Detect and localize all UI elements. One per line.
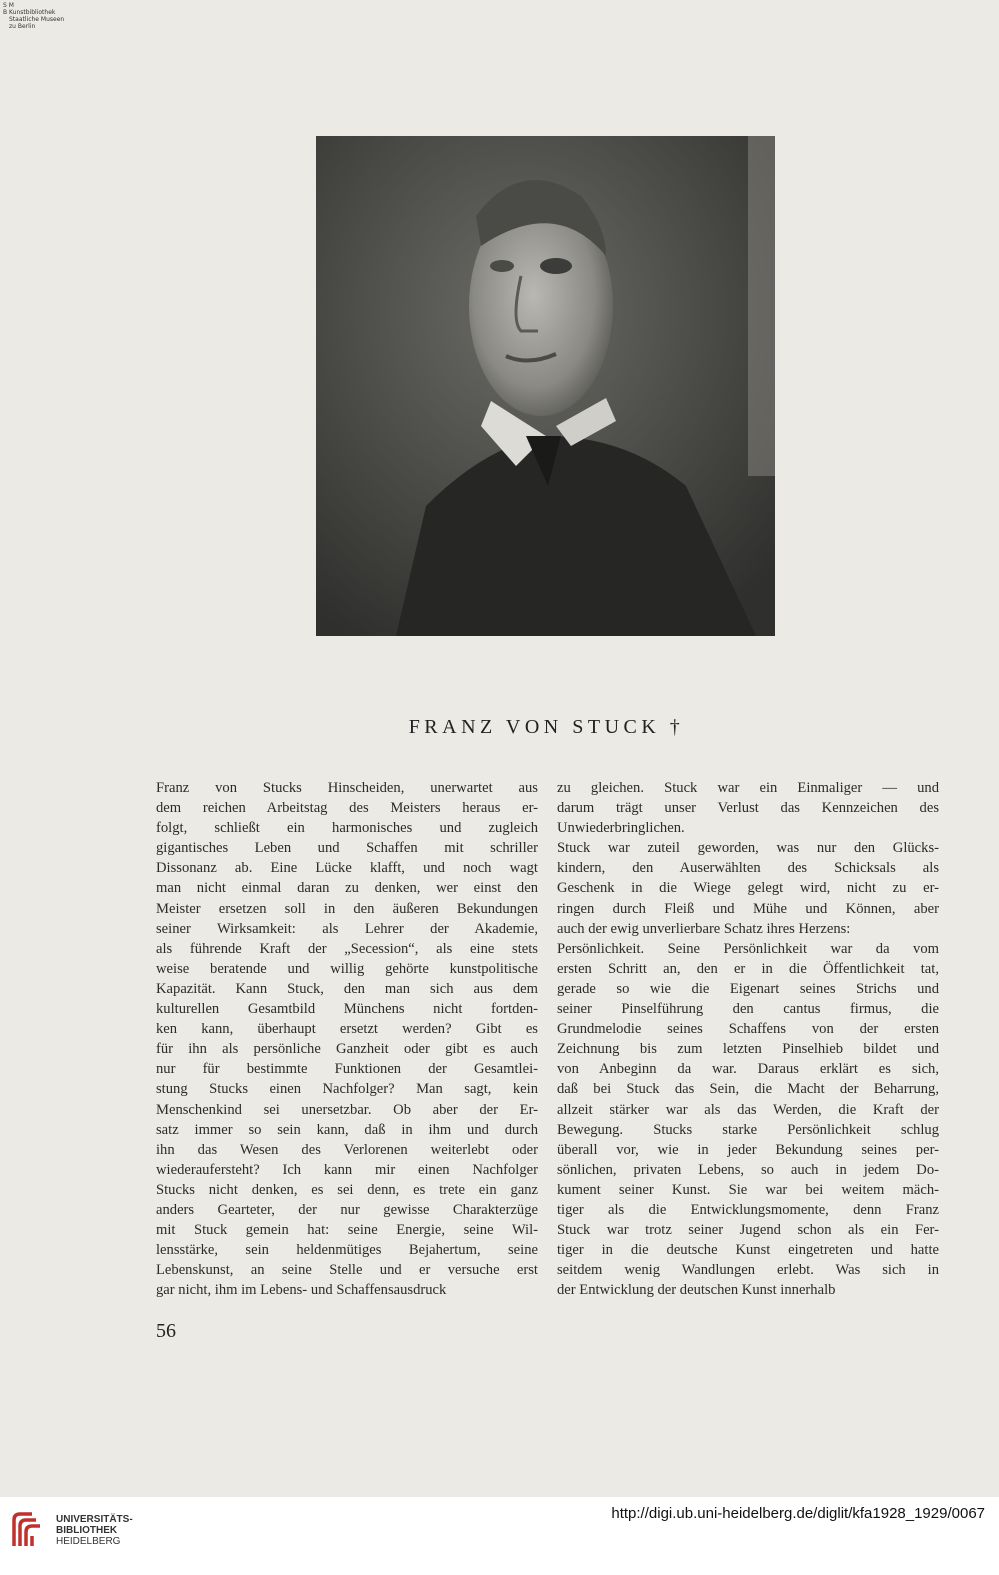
text-line: für ihn als persönliche Ganzheit oder gibt es auch xyxy=(156,1041,538,1058)
text-line: Menschenkind sei unersetzbar. Ob aber der Er- xyxy=(156,1101,538,1118)
text-line: als führende Kraft der „Secession“, als eine stets xyxy=(156,940,538,957)
logo-line: BIBLIOTHEK xyxy=(56,1525,118,1536)
text-line: lensstärke, sein heldenmütiges Bejahertum, seine xyxy=(156,1242,538,1259)
text-line: sönlichen, privaten Lebens, so auch in jedem Do- xyxy=(557,1161,939,1178)
text-line: zu gleichen. Stuck war ein Einmaliger — und xyxy=(557,780,939,796)
portrait-illustration xyxy=(316,136,775,636)
text-line: wiederaufersteht? Ich kann mir einen Nachfolger xyxy=(156,1161,538,1178)
text-line: darum trägt unser Verlust das Kennzeichen des xyxy=(557,800,939,817)
text-line: auch der ewig unverlierbare Schatz ihres Herzens: xyxy=(557,920,851,937)
text-line: Persönlichkeit. Seine Persönlichkeit war da vom xyxy=(557,940,939,957)
text-line: Stuck war trotz seiner Jugend schon als ein Fer- xyxy=(557,1222,939,1239)
university-logo-icon xyxy=(10,1506,50,1556)
text-line: allzeit stärker war als das Werden, die Kraft der xyxy=(557,1101,939,1118)
page-number: 56 xyxy=(156,1320,176,1342)
text-line: von Anbeginn da war. Daraus erklärt es sich, xyxy=(557,1061,939,1078)
stamp-line: B Kunstbibliothek xyxy=(3,9,56,16)
text-line: ersten Schritt an, den er in die Öffentlichkeit tat, xyxy=(557,960,939,977)
text-line: der Entwicklung der deutschen Kunst innerhalb xyxy=(557,1282,836,1299)
text-line: seitdem wenig Wandlungen erlebt. Was sich in xyxy=(557,1262,939,1279)
library-stamp xyxy=(3,2,83,30)
text-line: Grundmelodie seines Schaffens von der ersten xyxy=(557,1021,939,1038)
text-line: dem reichen Arbeitstag des Meisters heraus er- xyxy=(156,800,538,817)
logo-line: UNIVERSITÄTS- xyxy=(56,1514,133,1525)
text-line: Franz von Stucks Hinscheiden, unerwartet aus xyxy=(156,780,538,796)
text-line: ihn das Wesen des Verlorenen weiterlebt oder xyxy=(156,1141,538,1158)
text-line: ringen durch Fleiß und Mühe und Können, aber xyxy=(557,900,939,917)
text-line: kindern, den Auserwählten des Schicksals als xyxy=(557,860,939,877)
logo-line: HEIDELBERG xyxy=(56,1536,121,1547)
university-logo-text xyxy=(56,1514,133,1547)
text-line: Meister ersetzen soll in den äußeren Bekundungen xyxy=(156,900,538,917)
text-line: gerade so wie die Eigenart seines Strichs und xyxy=(557,980,939,997)
text-line: kulturellen Gesamtbild Münchens nicht fortden- xyxy=(156,1001,538,1018)
text-line: Unwiederbringlichen. xyxy=(557,820,685,837)
text-line: man nicht einmal daran zu denken, wer einst den xyxy=(156,880,538,897)
text-line: überall vor, wie in jeder Bekundung seines per- xyxy=(557,1141,939,1158)
text-column-right xyxy=(557,778,939,1300)
text-line: Geschenk in die Wiege gelegt wird, nicht zu er- xyxy=(557,880,939,897)
text-line: Kapazität. Kann Stuck, den man sich aus dem xyxy=(156,980,538,997)
text-line: Stuck war zuteil geworden, was nur den Glücks- xyxy=(557,840,939,857)
text-line: Lebenskunst, an seine Stelle und er versuche erst xyxy=(156,1262,538,1279)
stamp-line: zu Berlin xyxy=(9,23,36,30)
text-line: Bewegung. Stucks starke Persönlichkeit schlug xyxy=(557,1121,939,1138)
text-line: stung Stucks einen Nachfolger? Man sagt, kein xyxy=(156,1081,538,1098)
text-line: kument seiner Kunst. Sie war bei weitem mäch- xyxy=(557,1181,939,1198)
text-line: mit Stuck gemein hat: seine Energie, seine Wil- xyxy=(156,1222,538,1239)
text-line: daß bei Stuck das Sein, die Macht der Beharrung, xyxy=(557,1081,939,1098)
text-line: anders Gearteter, der nur gewisse Charakterzüge xyxy=(156,1201,538,1218)
portrait-photo xyxy=(316,136,775,636)
text-column-left xyxy=(156,778,538,1300)
text-line: tiger als die Entwicklungsmomente, denn Franz xyxy=(557,1201,939,1218)
stamp-line: Staatliche Museen xyxy=(9,16,65,23)
text-line: gar nicht, ihm im Lebens- und Schaffensausdruck xyxy=(156,1282,447,1299)
text-line: folgt, schließt ein harmonisches und zugleich xyxy=(156,820,538,837)
text-line: tiger in die deutsche Kunst eingetreten und hatte xyxy=(557,1242,939,1259)
text-line: ken kann, überhaupt ersetzt werden? Gibt es xyxy=(156,1021,538,1038)
text-line: satz immer so sein kann, daß in ihm und durch xyxy=(156,1121,538,1138)
viewer-footer xyxy=(0,1497,999,1575)
text-line: nur für bestimmte Funktionen der Gesamtlei- xyxy=(156,1061,538,1078)
document-url-link[interactable]: http://digi.ub.uni-heidelberg.de/diglit/kfa1928_1929/0067 xyxy=(611,1505,985,1522)
text-line: seiner Wirksamkeit: als Lehrer der Akademie, xyxy=(156,920,538,937)
article-title: FRANZ VON STUCK † xyxy=(408,716,685,738)
text-line: Stucks nicht denken, es sei denn, es trete ein ganz xyxy=(156,1181,538,1198)
text-line: Dissonanz ab. Eine Lücke klafft, und noch wagt xyxy=(156,860,538,877)
text-line: seiner Pinselführung den cantus firmus, die xyxy=(557,1001,939,1018)
text-line: weise beratende und willig gehörte kunstpolitische xyxy=(156,960,538,977)
text-line: gigantisches Leben und Schaffen mit schriller xyxy=(156,840,538,857)
text-line: Zeichnung bis zum letzten Pinselhieb bildet und xyxy=(557,1041,939,1058)
stamp-line: S M xyxy=(3,2,14,9)
